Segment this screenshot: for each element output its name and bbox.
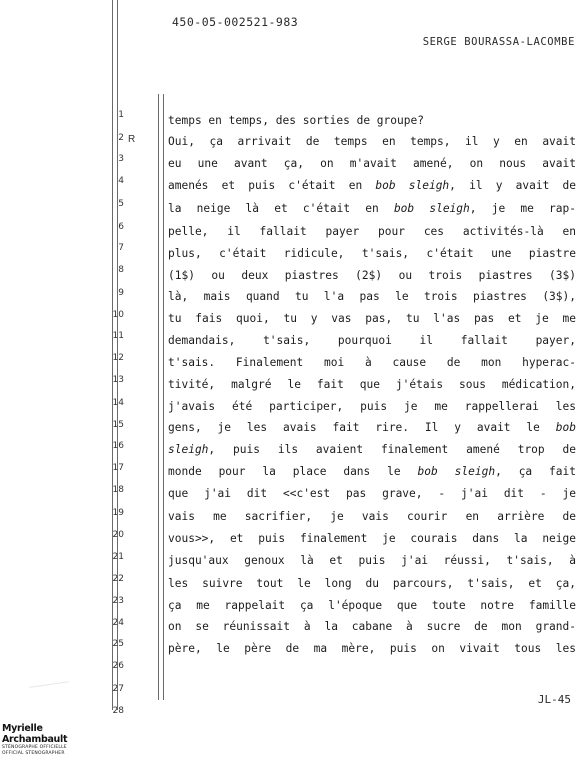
transcript-line: pelle, il fallait payer pour ces activités-là en (168, 225, 576, 238)
transcript-line: monde pour la place dans le bob sleigh, ça fait (168, 465, 576, 478)
transcript-line: amenés et puis c'était en bob sleigh, il y avait de (168, 179, 576, 192)
stenographer-name: Myrielle Archambault (2, 723, 68, 745)
transcript-line (168, 682, 576, 703)
transcript-line: la neige là et c'était en bob sleigh, je me rap- (168, 202, 576, 215)
transcript-line: temps en temps, des sorties de groupe? (168, 114, 424, 127)
line-number: 27 (112, 684, 124, 694)
transcript-line: on se réunissait à la cabane à sucre de mon grand- (168, 620, 576, 633)
transcript-line: eu une avant ça, on m'avait amené, on nous avait (168, 157, 576, 170)
transcript-line: (1$) ou deux piastres (2$) ou trois piastres (3$) (168, 269, 576, 282)
line-number: 3 (118, 154, 124, 164)
transcript-line: là, mais quand tu l'a pas le trois piastres (3$), (168, 290, 576, 303)
transcript-line: jusqu'aux genoux là et puis j'ai réussi, t'sais, à (168, 554, 576, 567)
transcript-line: les suivre tout le long du parcours, t'sais, et ça, (168, 577, 576, 590)
text-margin-rule-inner (163, 94, 164, 700)
line-number: 10 (112, 310, 124, 320)
line-number: 24 (112, 618, 124, 628)
line-number: 13 (112, 375, 124, 385)
line-number: 17 (112, 463, 124, 473)
transcript-line: plus, c'était ridicule, t'sais, c'était une piastre (168, 247, 576, 260)
transcript-line (168, 660, 576, 681)
stenographer-title-en: OFFICIAL STENOGRAPHER (2, 751, 65, 756)
line-number: 28 (112, 706, 124, 716)
line-number: 19 (112, 508, 124, 518)
transcript-line: vous>>, et puis finalement je courais dans la neige (168, 532, 576, 545)
line-number: 21 (112, 552, 124, 562)
line-number: 6 (118, 222, 124, 232)
transcript-line: j'avais été participer, puis je me rappellerai les (168, 400, 576, 413)
line-number: 25 (112, 639, 124, 649)
line-number: 5 (118, 199, 124, 209)
transcript-line: père, le père de ma mère, puis on vivait tous les (168, 642, 576, 655)
transcript-line: gens, je les avais fait rire. Il y avait le bob (168, 421, 576, 434)
line-number: 9 (118, 288, 124, 298)
line-number: 7 (118, 243, 124, 253)
line-number: 23 (112, 596, 124, 606)
text-margin-rule-outer (158, 94, 159, 700)
transcript-line: ça me rappelait ça l'époque que toute notre famille (168, 599, 576, 612)
line-number: 22 (112, 574, 124, 584)
line-number: 16 (112, 441, 124, 451)
transcript-line: sleigh, puis ils avaient finalement amené trop de (168, 443, 576, 456)
transcript-line: Oui, ça arrivait de temps en temps, il y en avait (168, 135, 576, 148)
transcript-line: t'sais. Finalement moi à cause de mon hyperac- (168, 356, 576, 369)
witness-name: SERGE BOURASSA-LACOMBE (422, 36, 575, 48)
transcript-line: que j'ai dit <<c'est pas grave, - j'ai dit - je (168, 487, 576, 500)
transcript-line (168, 704, 576, 725)
scan-smudge (29, 681, 71, 701)
transcript-line: vais me sacrifier, je vais courir en arrière de (168, 510, 576, 523)
speaker-mark: R (128, 134, 136, 145)
stenographer-title-fr: STÉNOGRAPHE OFFICIELLE (2, 745, 67, 750)
line-number: 8 (118, 265, 124, 275)
transcript-line: tivité, malgré le fait que j'étais sous médication, (168, 378, 576, 391)
line-number: 1 (118, 110, 124, 120)
line-number: 4 (118, 176, 124, 186)
page-code: JL-45 (537, 693, 571, 706)
transcript-line: demandais, t'sais, pourquoi il fallait payer, (168, 334, 576, 347)
line-number: 12 (112, 353, 124, 363)
stenographer-stamp (2, 723, 102, 757)
line-number: 2 (118, 133, 124, 143)
transcript-line: tu fais quoi, tu y vas pas, tu l'as pas et je me (168, 312, 576, 325)
line-number: 18 (112, 485, 124, 495)
line-number: 15 (112, 420, 124, 430)
line-number: 20 (112, 530, 124, 540)
line-number: 26 (112, 661, 124, 671)
document-number: 450-05-002521-983 (172, 15, 299, 29)
line-number: 11 (112, 331, 124, 341)
line-number: 14 (112, 398, 124, 408)
